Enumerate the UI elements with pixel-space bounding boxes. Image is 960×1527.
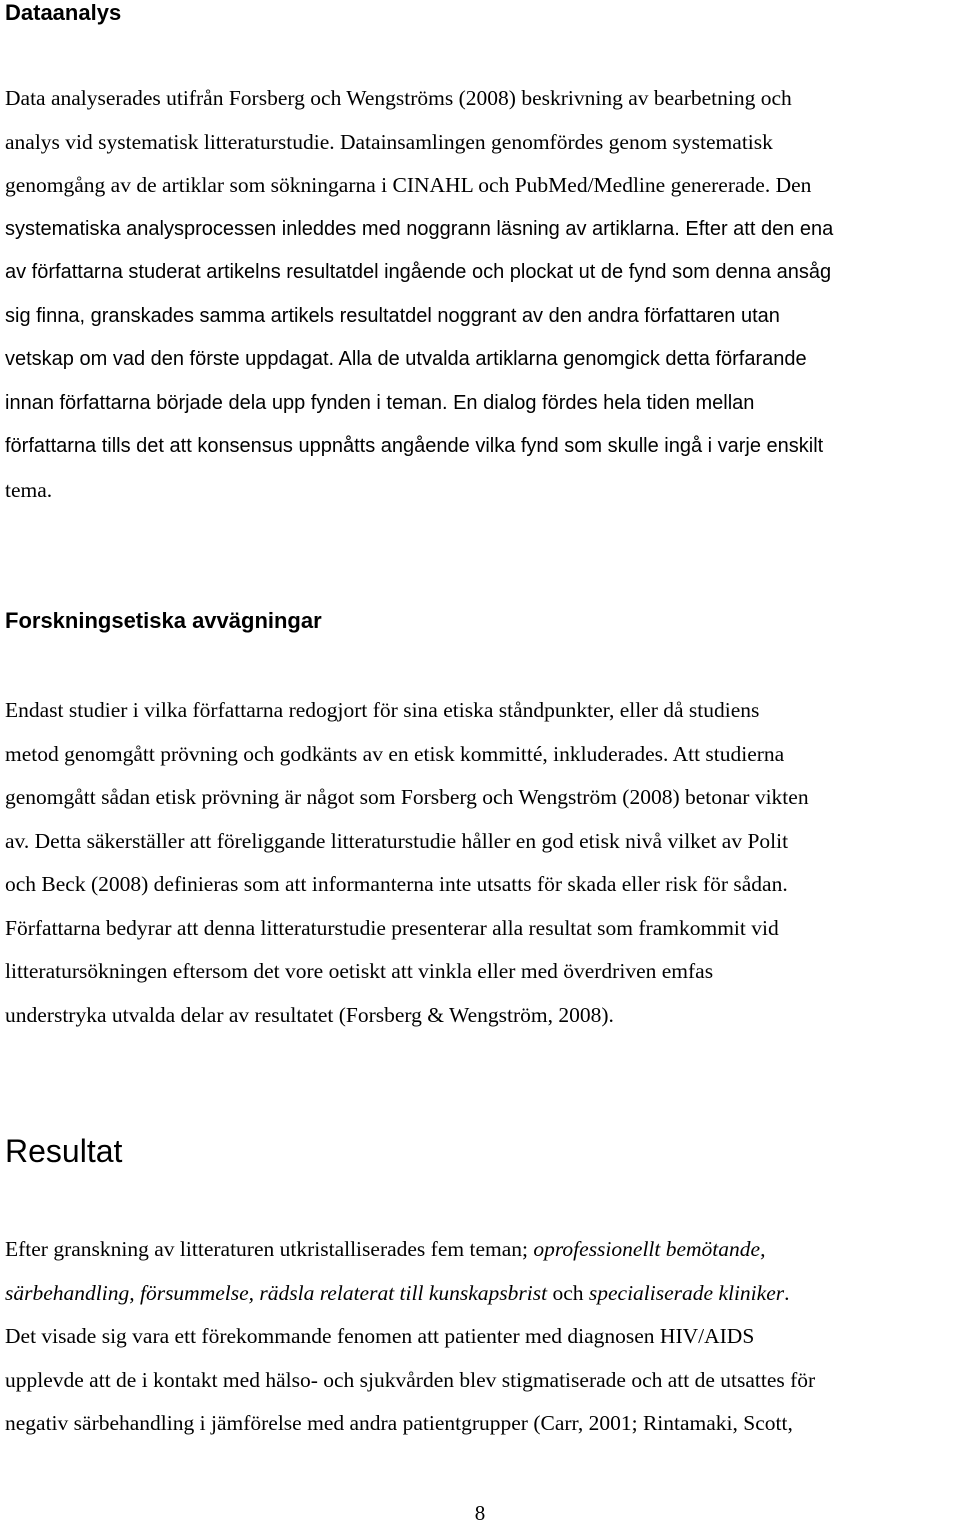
text-run: . (784, 1280, 790, 1305)
paragraph-dataanalys (5, 77, 960, 512)
text-run: Efter granskning av litteraturen utkristalliserades fem teman; (5, 1237, 534, 1261)
text-line: innan författarna började dela upp fynden i teman. En dialog fördes hela tiden mellan (5, 391, 755, 414)
text-line: av författarna studerat artikelns resultatdel ingående och plockat ut de fynd som denna ansåg (5, 261, 832, 283)
paragraph-forskningsetik (5, 689, 960, 1037)
italic-theme-text: särbehandling, försummelse, rädsla relaterat till kunskapsbrist (5, 1280, 548, 1305)
text-line: av. Detta säkerställer att föreliggande litteraturstudie håller en god etisk nivå vilket av Polit (5, 828, 789, 853)
text-line: tema. (5, 477, 53, 502)
text-line: genomgått sådan etisk prövning är något som Forsberg och Wengström (2008) betonar vikten (5, 785, 809, 809)
text-line: sig finna, granskades samma artikels resultatdel noggrant av den andra författaren utan (5, 304, 780, 327)
text-line: och Beck (2008) definieras som att informanterna inte utsatts för skada eller risk för sådan. (5, 872, 788, 896)
text-line: understryka utvalda delar av resultatet (Forsberg & Wengström, 2008). (5, 1002, 614, 1027)
text-line: författarna tills det att konsensus uppnåtts angående vilka fynd som skulle ingå i varje enskilt (5, 435, 824, 457)
text-line: metod genomgått prövning och godkänts av en etisk kommitté, inkluderades. Att studierna (5, 741, 785, 766)
text-line: Författarna bedyrar att denna litteraturstudie presenterar alla resultat som framkommit vid (5, 915, 779, 940)
text-line (5, 1272, 960, 1316)
text-run: och (547, 1280, 589, 1305)
paragraph-resultat (5, 1228, 960, 1446)
text-line: upplevde att de i kontakt med hälso- och sjukvården blev stigmatiserade och att de utsattes för (5, 1367, 816, 1392)
text-line: analys vid systematisk litteraturstudie. Datainsamlingen genomfördes genom systematisk (5, 129, 773, 154)
italic-theme-text: specialiserade kliniker (588, 1280, 785, 1305)
page-number: 8 (474, 1501, 486, 1525)
text-line (5, 1228, 960, 1272)
text-line: genomgång av de artiklar som sökningarna i CINAHL och PubMed/Medline genererade. Den (5, 173, 812, 197)
text-line: negativ särbehandling i jämförelse med andra patientgrupper (Carr, 2001; Rintamaki, Scott, (5, 1411, 793, 1435)
text-line: Endast studier i vilka författarna redogjort för sina etiska ståndpunkter, eller då studiens (5, 698, 760, 722)
heading-forskningsetiska-avvagningar: Forskningsetiska avvägningar (5, 608, 322, 633)
text-line: litteratursökningen eftersom det vore oetiskt att vinkla eller med överdriven emfas (5, 959, 714, 983)
text-line: Det visade sig vara ett förekommande fenomen att patienter med diagnosen HIV/AIDS (5, 1324, 755, 1348)
heading-resultat: Resultat (5, 1133, 123, 1169)
heading-dataanalys: Dataanalys (5, 0, 122, 25)
italic-theme-text: oprofessionellt bemötande, (533, 1237, 766, 1261)
text-line: Data analyserades utifrån Forsberg och Wengströms (2008) beskrivning av bearbetning och (5, 86, 792, 110)
text-line: systematiska analysprocessen inleddes med noggrann läsning av artiklarna. Efter att den ena (5, 217, 834, 240)
text-line: vetskap om vad den förste uppdagat. Alla de utvalda artiklarna genomgick detta förfarande (5, 348, 807, 370)
